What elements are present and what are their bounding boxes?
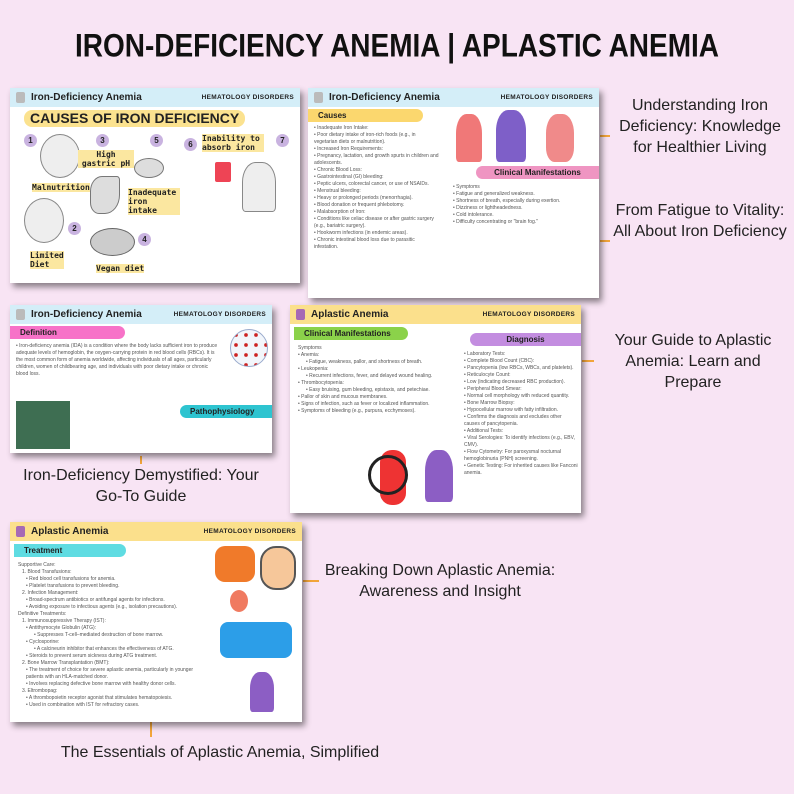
diagnosis-section-title: Diagnosis xyxy=(470,333,581,346)
causes-heading: CAUSES OF IRON DEFICIENCY xyxy=(24,110,245,127)
list-item: • Avoiding exposure to infectious agents (e.g., isolation precautions). xyxy=(18,604,210,611)
list-item: • Blood donation or frequent phlebotomy. xyxy=(314,202,439,209)
list-item: • Menstrual bleeding: xyxy=(314,188,439,195)
slide-causes-clinical-manifestations xyxy=(308,88,599,298)
girl-illustration xyxy=(425,450,453,502)
cause-label: High gastric pH xyxy=(78,150,134,168)
caption-guide-aplastic-anemia: Your Guide to Aplastic Anemia: Learn and Prepare xyxy=(614,332,772,391)
category-label: HEMATOLOGY DISORDERS xyxy=(500,94,593,101)
definition-text: • Iron-deficiency anemia (IDA) is a condition where the body lacks sufficient iron to produce adequate levels of hemoglobin, the oxygen-carrying protein in red blood cells (RBCs). It is the most common form of anemia worldwide, affecting individuals of all ages, particularly children, women of childbearing age, and individuals with poor dietary intake or chronic blood loss. xyxy=(16,343,221,378)
woman-illustration xyxy=(456,114,482,162)
list-item: • Broad-spectrum antibiotics or antifungal agents for infections. xyxy=(18,597,210,604)
list-item: • Peripheral Blood Smear: xyxy=(464,386,578,393)
limited-diet-illustration xyxy=(24,198,64,243)
list-item: Supportive Care: xyxy=(18,562,56,568)
cause-number: 4 xyxy=(138,233,151,246)
connector-line xyxy=(150,721,152,737)
arm-illustration xyxy=(134,158,164,178)
cause-number: 7 xyxy=(276,134,289,147)
iv-bag-icon xyxy=(16,309,25,320)
malnutrition-illustration xyxy=(40,134,80,178)
slide-header xyxy=(10,522,302,541)
connector-line xyxy=(600,135,610,137)
list-item: • Bone Marrow Biopsy: xyxy=(464,400,578,407)
slide-title: Aplastic Anemia xyxy=(31,526,109,537)
list-item: • Conditions like celiac disease or after gastric surgery (e.g., bariatric surgery). xyxy=(314,216,439,230)
list-item: • Laboratory Tests: xyxy=(464,351,578,358)
list-item: • Poor dietary intake of iron-rich foods (e.g., in vegetarian diets or malnutrition). xyxy=(314,132,439,146)
list-item: • Low (indicating decreased RBC production). xyxy=(464,379,578,386)
cause-number: 5 xyxy=(150,134,163,147)
list-item: • Chronic Blood Loss: xyxy=(314,167,439,174)
list-item: • The treatment of choice for severe aplastic anemia, particularly in younger patients with an HLA-matched donor. xyxy=(18,667,210,681)
iv-bag-icon xyxy=(16,92,25,103)
patient-illustration xyxy=(16,401,70,449)
slide-title: Iron-Deficiency Anemia xyxy=(31,309,142,320)
list-item: • Pregnancy, lactation, and growth spurts in children and adolescents. xyxy=(314,153,439,167)
slide-header xyxy=(10,305,272,324)
clinical-manifestations-title: Clinical Manifestations xyxy=(476,166,599,179)
list-item: • Gastrointestinal (GI) bleeding: xyxy=(314,174,439,181)
cause-label: Limited Diet xyxy=(30,251,64,269)
list-item: • Symptoms of bleeding (e.g., purpura, ecchymoses). xyxy=(298,408,458,415)
stomach-illustration xyxy=(90,176,120,214)
list-item: • Peptic ulcers, colorectal cancer, or use of NSAIDs. xyxy=(314,181,439,188)
list-item: • Malabsorption of Iron: xyxy=(314,209,439,216)
list-item: Definitive Treatments: xyxy=(18,611,67,617)
list-item: 2. Bone Marrow Transplantation (BMT): xyxy=(22,660,110,666)
caption-essentials-aplastic-anemia: The Essentials of Aplastic Anemia, Simplified xyxy=(60,744,380,761)
category-label: HEMATOLOGY DISORDERS xyxy=(201,94,294,101)
list-item: • Fatigue and generalized weakness. xyxy=(453,191,593,198)
person-icon xyxy=(16,526,25,537)
list-item: • Used in combination with IST for refractory cases. xyxy=(18,702,210,709)
slide-definition xyxy=(10,305,272,453)
list-item: • Thrombocytopenia: xyxy=(298,380,458,387)
iv-bag-icon xyxy=(314,92,323,103)
cause-number: 2 xyxy=(68,222,81,235)
list-item: Symptoms xyxy=(298,345,322,351)
list-item: • Platelet transfusions to prevent bleeding. xyxy=(18,583,210,590)
sick-boy-illustration xyxy=(260,546,296,590)
list-item: • Chronic intestinal blood loss due to parasitic infestation. xyxy=(314,237,439,251)
slide-header xyxy=(308,88,599,107)
person-icon xyxy=(296,309,305,320)
clinical-manifestations-title: Clinical Manifestations xyxy=(294,327,408,340)
slide-causes-of-iron-deficiency xyxy=(10,88,300,283)
list-item: 3. Eltrombopag: xyxy=(22,688,58,694)
list-item: • Pallor of skin and mucous membranes. xyxy=(298,394,458,401)
list-item: • Involves replacing defective bone marrow with healthy donor cells. xyxy=(18,681,210,688)
slide-title: Iron-Deficiency Anemia xyxy=(31,92,142,103)
list-item: 2. Infection Management: xyxy=(22,590,79,596)
cause-label: Inadequate iron intake xyxy=(128,188,180,215)
connector-line xyxy=(600,240,610,242)
list-item: • Cold intolerance. xyxy=(453,212,593,219)
list-item: • Easy bruising, gum bleeding, epistaxis, and petechiae. xyxy=(298,387,458,394)
list-item: • Hypocellular marrow with fatty infiltration. xyxy=(464,407,578,414)
list-item: • Fatigue, weakness, pallor, and shortness of breath. xyxy=(298,359,458,366)
girl-illustration xyxy=(250,672,274,712)
headache-illustration xyxy=(496,110,526,162)
list-item: • A thrombopoietin receptor agonist that stimulates hematopoiesis. xyxy=(18,695,210,702)
definition-section-title: Definition xyxy=(10,326,125,339)
caption-fatigue-to-vitality: From Fatigue to Vitality: All About Iron Deficiency xyxy=(613,202,787,240)
pregnant-woman-illustration xyxy=(546,114,574,162)
slide-aplastic-treatment xyxy=(10,522,302,722)
magnifier-icon xyxy=(368,455,408,495)
list-item: • Dizziness or lightheadedness. xyxy=(453,205,593,212)
list-item: 1. Blood Transfusions: xyxy=(22,569,72,575)
list-item: • Confirms the diagnosis and excludes other causes of pancytopenia. xyxy=(464,414,578,428)
list-item: • Heavy or prolonged periods (menorrhagia). xyxy=(314,195,439,202)
list-item: • Genetic Testing: For inherited causes like Fanconi anemia. xyxy=(464,463,578,477)
list-item: 1. Immunosuppressive Therapy (IST): xyxy=(22,618,106,624)
list-item: • Shortness of breath, especially during exertion. xyxy=(453,198,593,205)
list-item: • Inadequate Iron Intake: xyxy=(314,125,439,132)
cause-number: 3 xyxy=(96,134,109,147)
category-label: HEMATOLOGY DISORDERS xyxy=(173,311,266,318)
slide-title: Iron-Deficiency Anemia xyxy=(329,92,440,103)
category-label: HEMATOLOGY DISORDERS xyxy=(482,311,575,318)
red-blood-cells-icon xyxy=(230,329,268,367)
list-item: • Anemia: xyxy=(298,352,458,359)
blood-bag-icon xyxy=(215,162,231,182)
connector-line xyxy=(140,456,142,464)
list-item: • Increased Iron Requirements: xyxy=(314,146,439,153)
list-item: • Cyclosporine: xyxy=(18,639,210,646)
cause-label: Vegan diet xyxy=(96,264,145,273)
list-item: • Normal cell morphology with reduced quantity. xyxy=(464,393,578,400)
slide-header xyxy=(290,305,581,324)
list-item: • Hookworm infections (in endemic areas). xyxy=(314,230,439,237)
connector-line xyxy=(303,580,319,582)
list-item: • Leukopenia: xyxy=(298,366,458,373)
list-item: • Steroids to prevent serum sickness during ATG treatment. xyxy=(18,653,210,660)
list-item: • Flow Cytometry: For paroxysmal nocturnal hemoglobinuria (PNH) screening. xyxy=(464,449,578,463)
caption-iron-deficiency-demystified: Iron-Deficiency Demystified: Your Go-To Guide xyxy=(23,467,259,505)
woman-illustration xyxy=(242,162,276,212)
treatment-section-title: Treatment xyxy=(14,544,126,557)
cause-label: Inability to absorb iron xyxy=(202,134,264,152)
list-item: • Difficulty concentrating or "brain fog." xyxy=(453,219,593,226)
list-item: • Viral Serologies: To identify infections (e.g., EBV, CMV). xyxy=(464,435,578,449)
slide-header xyxy=(10,88,300,107)
list-item: • Antithymocyte Globulin (ATG): xyxy=(18,625,210,632)
cause-label: Malnutrition xyxy=(32,183,90,192)
pathophysiology-title: Pathophysiology xyxy=(180,405,272,418)
list-item: • Symptoms xyxy=(453,184,593,191)
list-item: • Signs of infection, such as fever or localized inflammation. xyxy=(298,401,458,408)
slide-title: Aplastic Anemia xyxy=(311,309,389,320)
list-item: • Reticulocyte Count: xyxy=(464,372,578,379)
causes-section-title: Causes xyxy=(308,109,423,122)
cause-number: 6 xyxy=(184,138,197,151)
vegetables-illustration xyxy=(90,228,135,256)
category-label: HEMATOLOGY DISORDERS xyxy=(203,528,296,535)
list-item: • Pancytopenia (low RBCs, WBCs, and platelets). xyxy=(464,365,578,372)
caption-understanding-iron-deficiency: Understanding Iron Deficiency: Knowledge for Healthier Living xyxy=(619,97,781,156)
cause-number: 1 xyxy=(24,134,37,147)
list-item: • Additional Tests: xyxy=(464,428,578,435)
list-item: • Complete Blood Count (CBC): xyxy=(464,358,578,365)
list-item: • Suppresses T-cell–mediated destruction of bone marrow. xyxy=(18,632,210,639)
list-item: • A calcineurin inhibitor that enhances the effectiveness of ATG. xyxy=(18,646,210,653)
caption-breaking-down-aplastic-anemia: Breaking Down Aplastic Anemia: Awareness and Insight xyxy=(324,562,556,600)
fainting-person-illustration xyxy=(220,622,292,658)
blood-drop-icon xyxy=(230,590,248,612)
connector-line xyxy=(582,360,594,362)
tired-worker-illustration xyxy=(215,546,255,582)
list-item: • Red blood cell transfusions for anemia. xyxy=(18,576,210,583)
list-item: • Recurrent infections, fever, and delayed wound healing. xyxy=(298,373,458,380)
slide-aplastic-clinical-diagnosis xyxy=(290,305,581,513)
page-title: IRON-DEFICIENCY ANEMIA | APLASTIC ANEMIA xyxy=(74,27,720,64)
